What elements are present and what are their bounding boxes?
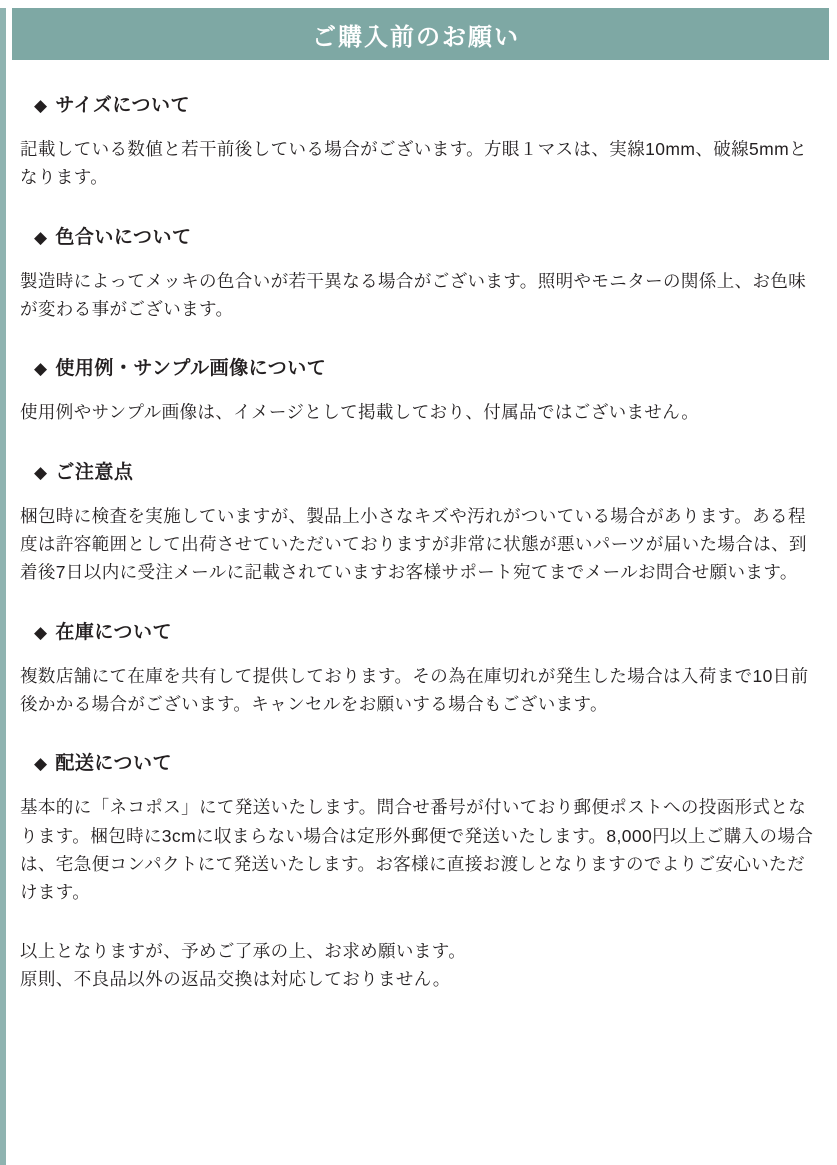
diamond-bullet-icon: ◆ — [34, 622, 48, 642]
diamond-bullet-icon: ◆ — [34, 462, 48, 482]
closing-line-1: 以上となりますが、予めご了承の上、お求め願います。 — [20, 940, 467, 961]
section-heading — [34, 222, 815, 249]
section-sample-images — [20, 353, 815, 426]
section-body: 梱包時に検査を実施していますが、製品上小さなキズや汚れがついている場合があります。ある程度は許容範囲として出荷させていただいておりますが非常に状態が悪いパーツが届いた場合は、到着後7日以内に受注メールに記載されていますお客様サポート宛てまでメールお問合せ願います。 — [20, 505, 807, 583]
section-color — [20, 222, 815, 324]
closing-note — [20, 937, 815, 994]
section-shipping — [20, 748, 815, 906]
section-heading-label: 色合いについて — [55, 226, 192, 248]
diamond-bullet-icon: ◆ — [34, 96, 48, 115]
section-heading — [34, 457, 815, 484]
section-heading-label: 使用例・サンプル画像について — [55, 358, 327, 380]
notice-content — [0, 90, 837, 994]
section-body: 記載している数値と若干前後している場合がございます。方眼１マスは、実線10mm、破線5mmとなります。 — [20, 139, 808, 188]
closing-line-2: 原則、不良品以外の返品交換は対応しておりません。 — [20, 969, 451, 990]
page-title: ご購入前のお願い — [312, 23, 520, 51]
left-accent-strip — [0, 8, 6, 1165]
section-heading — [34, 748, 815, 775]
section-body: 基本的に「ネコポス」にて発送いたします。問合せ番号が付いており郵便ポストへの投函形式となります。梱包時に3cmに収まらない場合は定形外郵便で発送いたします。8,000円以上ご購入の場合は、宅急便コンパクトにて発送いたします。お客様に直接お渡しとなりますのでよりご安心いただけます。 — [20, 797, 814, 903]
notice-page — [0, 8, 837, 1165]
section-heading — [34, 617, 815, 644]
section-cautions — [20, 457, 815, 587]
diamond-bullet-icon: ◆ — [34, 754, 48, 774]
section-heading — [34, 353, 815, 380]
diamond-bullet-icon: ◆ — [34, 359, 48, 379]
section-heading-label: 配送について — [55, 753, 172, 775]
section-heading — [34, 90, 815, 117]
section-body: 製造時によってメッキの色合いが若干異なる場合がございます。照明やモニターの関係上、お色味が変わる事がございます。 — [20, 270, 807, 320]
header-band — [12, 8, 829, 60]
section-size — [20, 90, 815, 192]
section-heading-label: ご注意点 — [55, 461, 134, 483]
section-heading-label: サイズについて — [55, 95, 190, 116]
section-stock — [20, 617, 815, 719]
section-heading-label: 在庫について — [55, 621, 172, 643]
section-body: 複数店舗にて在庫を共有して提供しております。その為在庫切れが発生した場合は入荷まで10日前後かかる場合がございます。キャンセルをお願いする場合もございます。 — [20, 665, 809, 715]
diamond-bullet-icon: ◆ — [34, 227, 48, 247]
section-body: 使用例やサンプル画像は、イメージとして掲載しており、付属品ではございません。 — [20, 402, 700, 423]
